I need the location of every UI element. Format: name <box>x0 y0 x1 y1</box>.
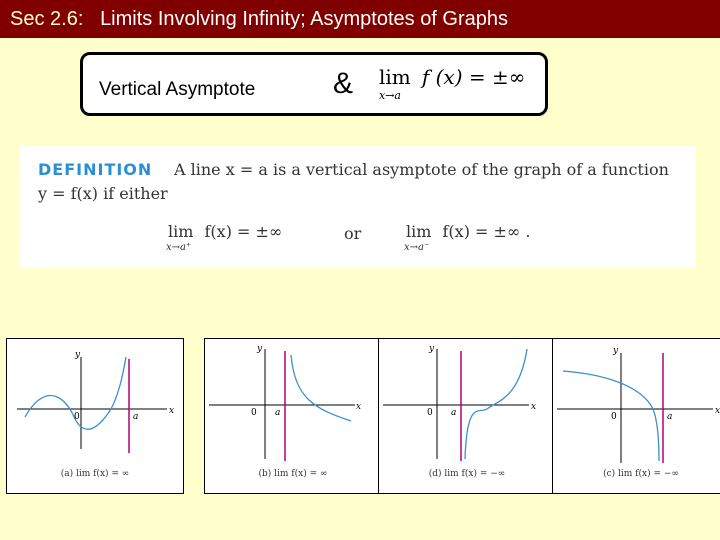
graph-panel-d <box>378 338 556 494</box>
origin-label: 0 <box>251 408 257 418</box>
limit-left-sub: x→a⁻ <box>404 242 430 253</box>
x-label: x <box>169 406 175 416</box>
limit-right-lim: lim <box>168 222 194 241</box>
graph-caption: (b) lim f(x) = ∞ <box>258 469 328 479</box>
definition-box <box>20 146 696 268</box>
definition-or: or <box>344 224 362 243</box>
summary-label: Vertical Asymptote <box>99 79 256 100</box>
graph-caption: (a) lim f(x) = ∞ <box>60 469 130 479</box>
a-label: a <box>133 412 139 422</box>
definition-limit-left <box>404 222 531 253</box>
graph-panel-c <box>552 338 720 494</box>
origin-label: 0 <box>611 412 617 422</box>
summary-lim-sub: x→a <box>379 89 401 102</box>
function-curve <box>465 349 527 459</box>
a-label: a <box>275 408 281 418</box>
summary-formula <box>379 65 526 102</box>
x-label: x <box>531 402 537 412</box>
limit-right-sub: x→a⁺ <box>166 242 192 253</box>
definition-heading: DEFINITION <box>38 160 153 179</box>
function-curve <box>291 355 351 421</box>
a-label: a <box>451 408 457 418</box>
definition-line-1: A line x = a is a vertical asymptote of the graph of a function <box>174 160 669 179</box>
limit-right-expr: f(x) = ±∞ <box>204 222 283 241</box>
section-number: Sec 2.6: <box>10 8 84 30</box>
graph-panel-b <box>204 338 382 494</box>
y-label: y <box>257 344 263 354</box>
limit-left-expr: f(x) = ±∞ . <box>442 222 531 241</box>
graph-caption: (c) lim f(x) = −∞ <box>603 469 679 479</box>
y-label: y <box>613 346 619 356</box>
vertical-asymptote-summary <box>80 52 548 116</box>
graph-panel-a <box>6 338 184 494</box>
slide-title-bar <box>0 0 720 38</box>
ampersand: & <box>333 67 354 100</box>
graph-caption: (d) lim f(x) = −∞ <box>428 469 506 479</box>
origin-label: 0 <box>427 408 433 418</box>
definition-line-2: y = f(x) if either <box>38 184 168 203</box>
summary-expr: f (x) = ±∞ <box>421 65 526 89</box>
summary-lim: lim <box>379 65 411 89</box>
y-label: y <box>429 344 435 354</box>
y-label: y <box>75 350 81 360</box>
definition-limit-right <box>166 222 283 253</box>
a-label: a <box>667 412 673 422</box>
x-label: x <box>715 406 720 416</box>
slide-title: Limits Involving Infinity; Asymptotes of Graphs <box>100 8 509 30</box>
limit-left-lim: lim <box>406 222 432 241</box>
origin-label: 0 <box>74 412 80 422</box>
x-label: x <box>356 402 362 412</box>
